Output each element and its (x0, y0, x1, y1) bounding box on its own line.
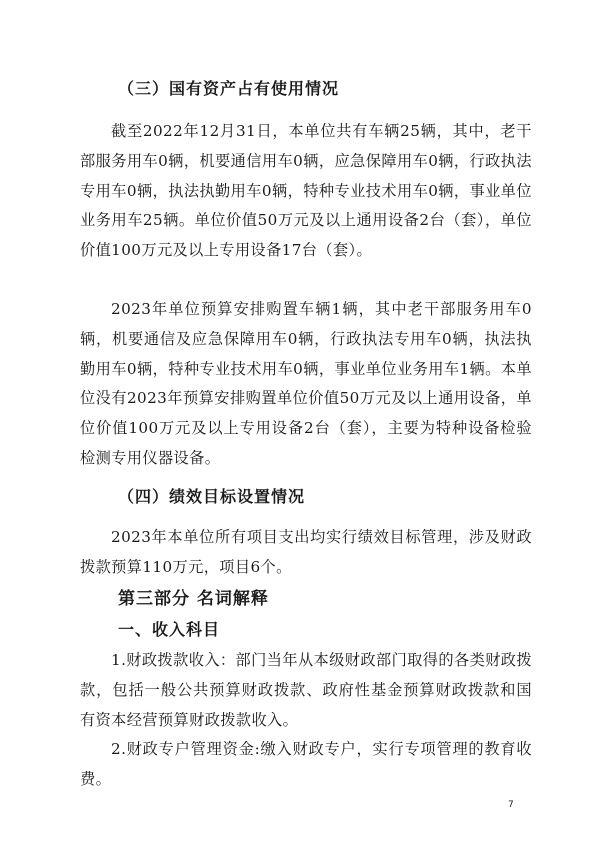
paragraph-vehicles-2023: 2023年单位预算安排购置车辆1辆，其中老干部服务用车0辆，机要通信及应急保障用车0辆，行政执法专用车0辆，执法执勤用车0辆，特种专业技术用车0辆，事业单位业务用车1辆。本单位没有2023年预算安排购置单位价值50万元及以上通用设备，单位价值100万元及以上专用设备2台（套），主要为特种设备检验检测专用仪器设备。 (80, 300, 532, 467)
section-heading-state-assets: （三）国有资产占有使用情况 (118, 79, 340, 98)
sub-heading-income-items: 一、收入科目 (118, 620, 221, 639)
section-heading-performance-goals: （四）绩效目标设置情况 (118, 487, 306, 506)
page-number: 7 (508, 800, 514, 810)
paragraph-performance-goals: 2023年本单位所有项目支出均实行绩效目标管理，涉及财政拨款预算110万元，项目6个。 (80, 528, 532, 576)
glossary-item-fiscal-appropriation: 1.财政拨款收入：部门当年从本级财政部门取得的各类财政拨款，包括一般公共预算财政拨款、政府性基金预算财政拨款和国有资本经营预算财政拨款收入。 (80, 651, 532, 729)
paragraph-vehicles-2022: 截至2022年12月31日，本单位共有车辆25辆，其中，老干部服务用车0辆，机要通信用车0辆，应急保障用车0辆，行政执法专用车0辆，执法执勤用车0辆，特种专业技术用车0辆，事业单位业务用车25辆。单位价值50万元及以上通用设备2台（套），单位价值100万元及以上专用设备17台（套）。 (80, 122, 532, 260)
glossary-item-fiscal-special-account: 2.财政专户管理资金:缴入财政专户，实行专项管理的教育收费。 (80, 740, 532, 788)
part-title-glossary: 第三部分 名词解释 (118, 589, 269, 609)
